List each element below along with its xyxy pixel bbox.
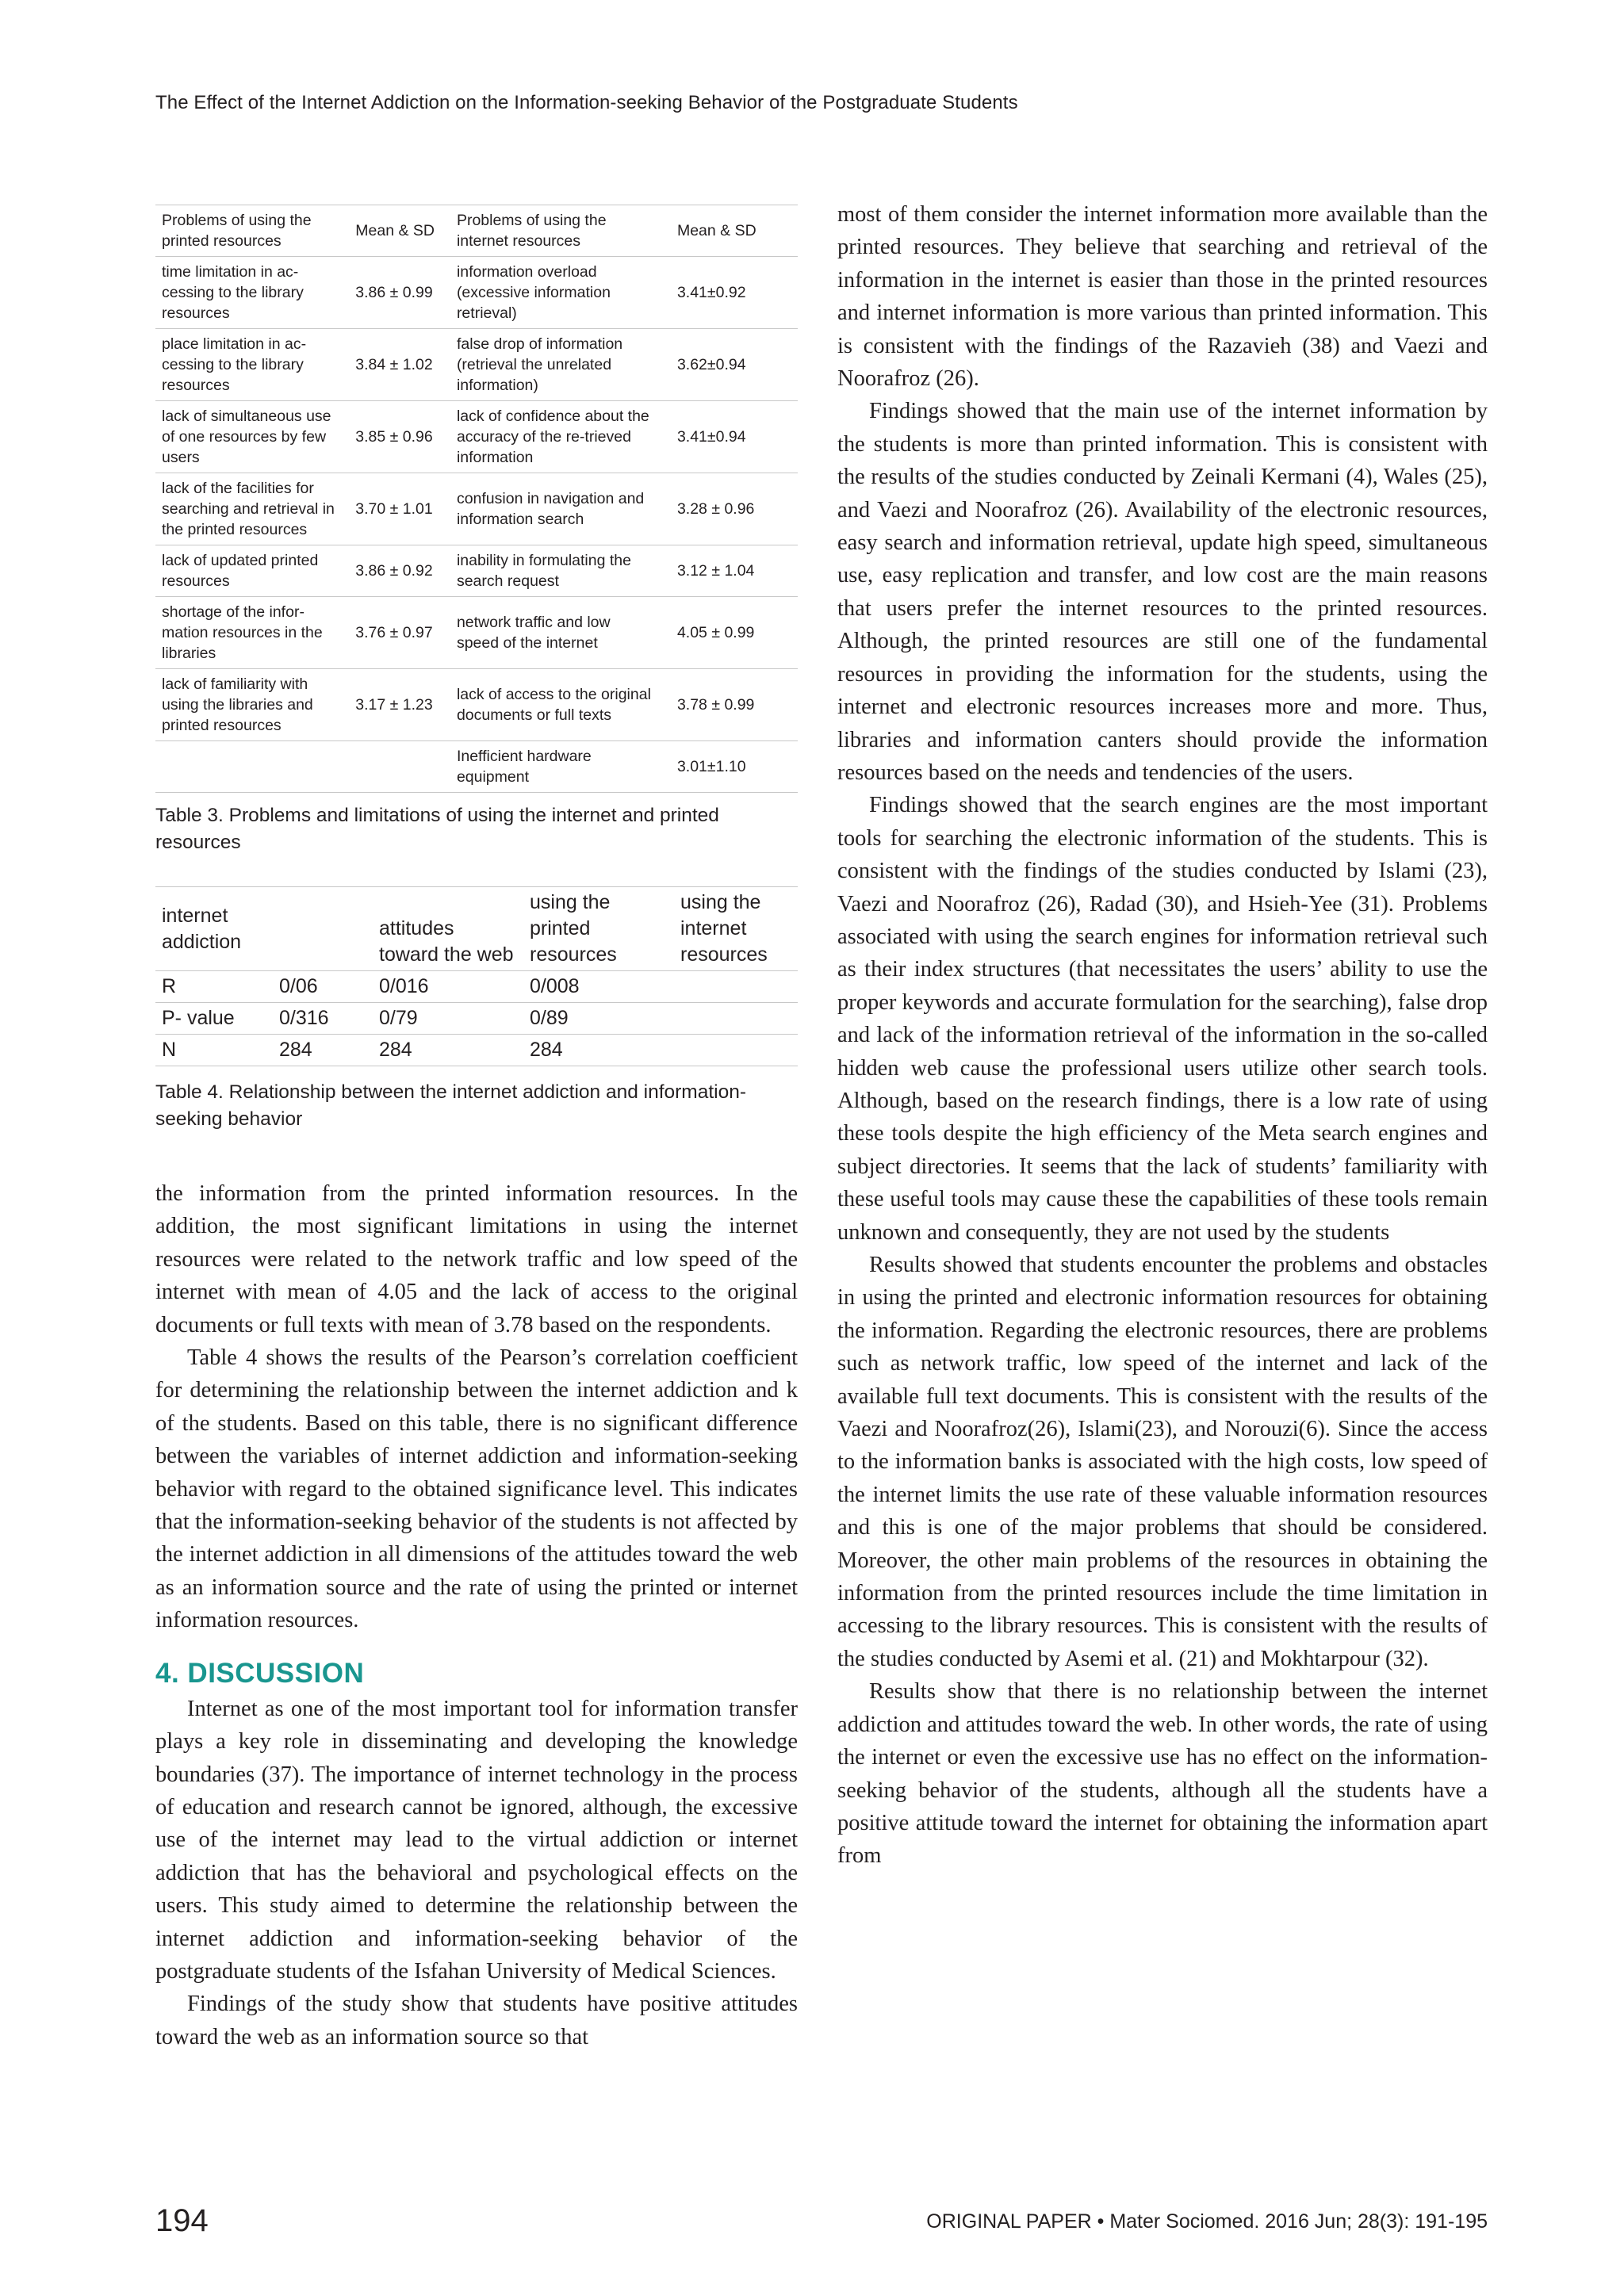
table-cell: lack of confidence about the accuracy of the re-trieved information <box>450 401 661 473</box>
paragraph: Findings of the study show that students have positive attitudes toward the web as an information source so that <box>155 1992 798 2049</box>
paragraph: Results showed that students encounter the problems and obstacles in using the printed and electronic information resources for obtaining the information. Regarding the electronic resources, there are problems such as network traffic, low speed of the internet and lack of the available full text documents. This is consistent with the results of the Vaezi and Noorafroz(26), Islami(23), and Norouzi(6). Since the access to the information banks is associated with the high costs, low speed of the internet limits the use rate of these valuable information resources and this is one of the major problems that should be considered. Moreover, the other main problems of the resources in obtaining the information from the printed resources include the time limitation in accessing to the library resources. This is consistent with the results of the studies conducted by Asemi et al. (21) and Mokhtarpour (32). <box>837 1253 1488 1671</box>
table-cell: lack of the facilities for searching and retrieval in the printed resources <box>155 473 349 545</box>
table-cell: shortage of the infor-mation resources in the libraries <box>155 597 349 669</box>
left-column <box>155 205 798 2053</box>
table-cell: 3.01±1.10 <box>661 741 798 793</box>
table-cell: inability in formulating the search request <box>450 545 661 597</box>
paragraph: Table 4 shows the results of the Pearson’s correlation coefficient for determining the relationship between the internet addiction and k of the students. Based on this table, there is no significant difference between the variables of internet addiction and information-seeking behavior with regard to the obtained significance level. This indicates that the information-seeking behavior of the students is not affected by the internet addiction in all dimensions of the attitudes toward the web as an information source and the rate of using the printed or internet information resources. <box>155 1345 798 1633</box>
table-cell: place limitation in ac-cessing to the library resources <box>155 329 349 401</box>
table-4-row-group-label: internet addiction <box>162 904 242 953</box>
paragraph: Findings showed that the main use of the internet information by the students is more than printed information. This is consistent with the results of the studies conducted by Zeinali Kermani (4), Wales (25), and Vaezi and Noorafroz (26). Availability of the electronic resources, easy search and information retrieval, update high speed, simultaneous use, easy replication and transfer, and low cost are the main reasons that users prefer the internet resources to the printed resources. Although, the printed resources are still one of the fundamental resources in providing the information for the students, using the internet and electronic resources increases more and more. Thus, libraries and information canters should provide the information resources based on the needs and tendencies of the users. <box>837 399 1488 785</box>
table-row <box>155 329 798 401</box>
table-cell: 284 <box>379 1039 412 1061</box>
page-number: 194 <box>155 2203 209 2238</box>
table-row <box>155 597 798 669</box>
table-cell: 0/89 <box>530 1007 569 1029</box>
table-cell: 3.28 ± 0.96 <box>661 473 798 545</box>
running-header: The Effect of the Internet Addiction on the Information-seeking Behavior of the Postgraduate Students <box>155 92 1018 113</box>
table-cell: 0/316 <box>279 1007 329 1029</box>
table-row <box>155 741 798 793</box>
table-cell: 3.41±0.92 <box>661 257 798 329</box>
table-3-header-row <box>155 205 798 257</box>
table-cell: 0/016 <box>379 975 429 997</box>
table-3-header-cell: Mean & SD <box>349 205 450 257</box>
table-cell: 3.85 ± 0.96 <box>349 401 450 473</box>
table-cell: false drop of information (retrieval the unrelated information) <box>450 329 661 401</box>
table-cell: time limitation in ac-cessing to the library resources <box>155 257 349 329</box>
table-cell: 3.84 ± 1.02 <box>349 329 450 401</box>
table-cell: 0/79 <box>379 1007 418 1029</box>
table-cell <box>155 741 349 793</box>
table-cell: 3.86 ± 0.99 <box>349 257 450 329</box>
table-4-caption: Table 4. Relationship between the internet addiction and information-seeking behavior <box>155 1081 747 1130</box>
table-row <box>155 1035 798 1066</box>
table-row <box>155 669 798 741</box>
table-3-header-cell: Mean & SD <box>661 205 798 257</box>
table-cell: 3.12 ± 1.04 <box>661 545 798 597</box>
table-4-corner-cell <box>273 887 373 971</box>
table-4-header-cell: using the internet resources <box>680 891 768 966</box>
table-4-stat-label: R <box>162 975 177 997</box>
paragraph: Findings showed that the search engines are the most important tools for searching the electronic information of the students. This is consistent with the findings of the studies conducted by Islami (23), Vaezi and Noorafroz (26), Radad (30), and Hsieh-Yee (31). Problems associated with using the search engines for information retrieval such as their index structures (that necessitates the users’ ability to use the proper keywords and accurate formulation for the searching), false drop and lack of the information retrieval of the information in the so-called hidden web cause the professional users utilize other search tools. Although, based on the research findings, there is a low rate of using these tools despite the high efficiency of the Meta search engines and subject directories. It seems that the lack of students’ familiarity with these useful tools may cause these the capabilities of these tools remain unknown and consequently, they are not used by the students <box>837 793 1488 1245</box>
table-3 <box>155 205 798 793</box>
table-3-header-cell: Problems of using the internet resources <box>450 205 661 257</box>
table-4-header-cell: attitudes toward the web <box>379 917 514 966</box>
left-body-text <box>155 1177 798 2053</box>
table-cell: lack of updated printed resources <box>155 545 349 597</box>
journal-footer: ORIGINAL PAPER • Mater Sociomed. 2016 Jun; 28(3): 191-195 <box>926 2210 1488 2233</box>
table-4 <box>155 886 798 1066</box>
table-cell <box>349 741 450 793</box>
table-cell: Inefficient hardware equipment <box>450 741 661 793</box>
table-cell: 0/008 <box>530 975 580 997</box>
section-heading-discussion: 4. DISCUSSION <box>155 1657 365 1689</box>
table-3-caption: Table 3. Problems and limitations of using the internet and printed resources <box>155 805 719 853</box>
table-cell: lack of access to the original documents or full texts <box>450 669 661 741</box>
table-cell: lack of simultaneous use of one resources by few users <box>155 401 349 473</box>
paragraph: Results show that there is no relationship between the internet addiction and attitudes toward the web. In other words, the rate of using the internet or even the excessive use has no effect on the information-seeking behavior of the students, although all the students have a positive attitude toward the internet for obtaining the information apart from <box>837 1679 1488 1869</box>
table-row <box>155 257 798 329</box>
table-cell: 3.41±0.94 <box>661 401 798 473</box>
table-cell: 3.62±0.94 <box>661 329 798 401</box>
table-4-header-cell: using the printed resources <box>530 891 617 966</box>
table-row <box>155 401 798 473</box>
table-cell: 4.05 ± 0.99 <box>661 597 798 669</box>
table-cell: 3.86 ± 0.92 <box>349 545 450 597</box>
table-cell: 3.70 ± 1.01 <box>349 473 450 545</box>
table-cell: 284 <box>279 1039 312 1061</box>
table-row <box>155 971 798 1003</box>
table-4-stat-label: N <box>162 1039 177 1061</box>
table-row <box>155 545 798 597</box>
paragraph: most of them consider the internet information more available than the printed resources. They believe that searching and retrieval of the information in the internet is easier than those in the printed resources and internet information is more various than printed information. This is consistent with the findings of the Razavieh (38) and Vaezi and Noorafroz (26). <box>837 202 1488 392</box>
table-cell: network traffic and low speed of the internet <box>450 597 661 669</box>
paragraph: the information from the printed information resources. In the addition, the most significant limitations in using the internet resources were related to the network traffic and low speed of the internet with mean of 4.05 and the lack of access to the original documents or full texts with mean of 3.78 based on the respondents. <box>155 1181 798 1337</box>
table-cell: 0/06 <box>279 975 318 997</box>
table-cell: 3.76 ± 0.97 <box>349 597 450 669</box>
table-cell: 284 <box>530 1039 563 1061</box>
table-4-stat-label: P- value <box>162 1007 235 1029</box>
table-cell: lack of familiarity with using the libraries and printed resources <box>155 669 349 741</box>
right-column <box>837 198 1488 1873</box>
table-row <box>155 1003 798 1035</box>
table-cell: confusion in navigation and information search <box>450 473 661 545</box>
paragraph: Internet as one of the most important tool for information transfer plays a key role in disseminating and developing the knowledge boundaries (37). The importance of internet technology in the process of education and research cannot be ignored, although, the excessive use of the internet may lead to the virtual addiction or internet addiction that has the behavioral and psychological effects on the users. This study aimed to determine the relationship between the internet addiction and information-seeking behavior of the postgraduate students of the Isfahan University of Medical Sciences. <box>155 1696 798 1984</box>
table-cell: 3.78 ± 0.99 <box>661 669 798 741</box>
table-3-header-cell: Problems of using the printed resources <box>155 205 349 257</box>
table-row <box>155 473 798 545</box>
table-cell: information overload (excessive information retrieval) <box>450 257 661 329</box>
table-4-header-row <box>155 887 798 971</box>
table-cell: 3.17 ± 1.23 <box>349 669 450 741</box>
